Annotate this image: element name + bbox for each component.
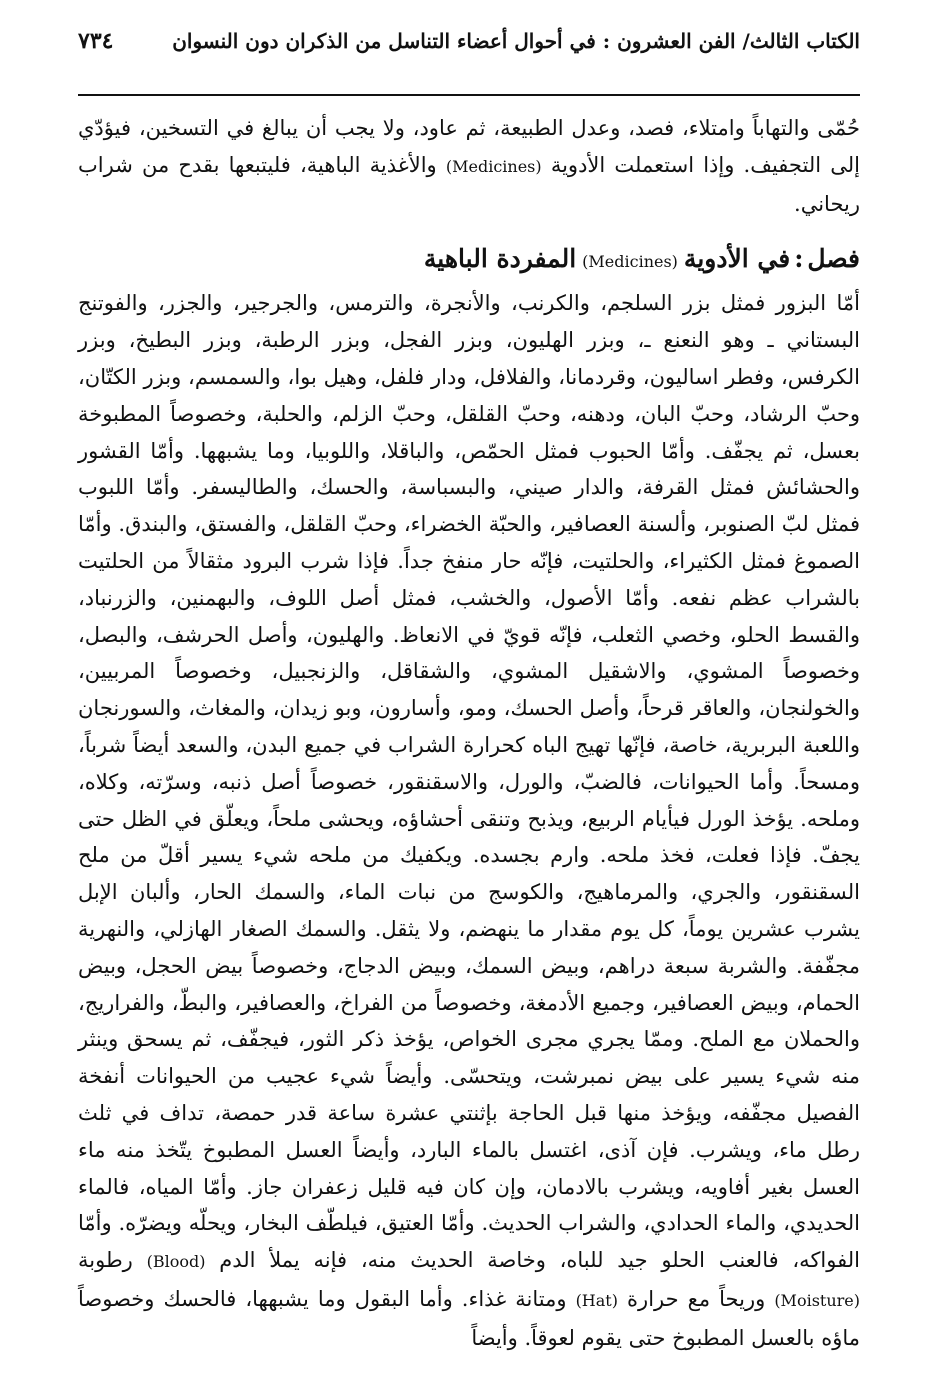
page-body xyxy=(78,110,860,1357)
heading-part-1: في الأدوية xyxy=(683,244,791,274)
intro-text-2: والأغذية الباهية، فليتبعها بقدح من شراب ريحاني. xyxy=(78,152,860,216)
heading-separator: : xyxy=(794,244,804,274)
section-text-2: رطوبة xyxy=(78,1248,133,1273)
heading-prefix: فصل xyxy=(807,244,860,274)
section-heading xyxy=(78,238,860,283)
running-title: الكتاب الثالث/ الفن العشرون : في أحوال أعضاء التناسل من الذكران دون النسوان xyxy=(172,29,860,53)
latin-hat: (Hat) xyxy=(575,1290,618,1310)
section-paragraph xyxy=(78,285,860,1356)
intro-text-1: حُمّى والتهاباً وامتلاء، فصد، وعدل الطبيعة، ثم عاود، ولا يجب أن يبالغ في التسخين، فيؤدّي إلى التجفيف. وإذا استعملت الأدوية xyxy=(78,116,860,177)
page-number: ٧٣٤ xyxy=(78,28,114,54)
latin-blood: (Blood) xyxy=(146,1252,206,1272)
header-rule xyxy=(78,94,860,96)
section-text-1: أمّا البزور فمثل بزر السلجم، والكرنب، والأنجرة، والترمس، والجرجير، والجزر، والفوتنج البستاني ـ وهو النعنع ـ، وبزر الهليون، وبزر الفجل، وبزر الرطبة، وبزر البطيخ، وبزر الكرفس، وفطر اساليون، وقردمانا، والفلافل، ودار فلفل، وهيل بوا، والسمسم، وبزر الكتّان، وحبّ الرشاد، وحبّ البان، ودهنه، وحبّ القلقل، وحبّ الزلم، والحلبة، وخصوصاً المطبوخة بعسل، ثم يجفّف. وأمّا الحبوب فمثل الحمّص، والباقلا، واللوبيا، وما يشبهها. وأمّا القشور والحشائش فمثل القرفة، والدار صيني، والبسباسة، والحسك، والطاليسفر. وأمّا اللبوب فمثل لبّ الصنوبر، وألسنة العصافير، والحبّة الخضراء، وحبّ القلقل، والفستق، والبندق. وأمّا الصموغ فمثل الكثيراء، والحلتيت، فإنّه حار منفخ جداً. فإذا شرب البرود مثقالاً من الحلتيت بالشراب عظم نفعه. وأمّا الأصول، والخشب، فمثل أصل اللوف، والبهمنين، والزرنباد، والقسط الحلو، وخصي الثعلب، فإنّه قويّ في الانعاظ. والهليون، وأصل الحرشف، والبصل، وخصوصاً المشوي، والاشقيل المشوي، والشقاقل، والزنجبيل، وخصوصاً المربيين، والخولنجان، والعاقر قرحاً، وأصل الحسك، ومو، وأسارون، وبو زيدان، والمغاث، والسورنجان واللعبة البربرية، خاصة، فإنّها تهيج الباه كحرارة الشراب في جميع البدن، والسعد أيضاً شرباً، ومسحاً. وأما الحيوانات، فالضبّ، والورل، والاسقنقور، خصوصاً أصل ذنبه، وسرّته، وكلاه، وملحه. يؤخذ الورل فيأيام الربيع، ويذبح وتنقى أحشاؤه، ويحشى ملحاً، ويعلّق في الظل حتى يجفّ. فإذا فعلت، فخذ ملحه. وارم بجسده. ويكفيك من ملحه شيء يسير أقلّ من ملح السقنقور، والجري، والمرماهيج، والكوسج من نبات الماء، والسمك الحار، وألبان الإبل يشرب عشرين يوماً، كل يوم مقدار ما ينهضم، ولا يثقل. والسمك الصغار الهازلي، والنهرية مجفّفة. والشربة سبعة دراهم، وبيض السمك، وبيض الدجاج، وخصوصاً بيض الحجل، وبيض الحمام، وبيض العصافير، وجميع الأدمغة، وخصوصاً من الفراخ، والعصافير، والبطّ، والفراريج، والحملان مع الملح. وممّا يجري مجرى الخواص، يؤخذ ذكر الثور، فيجفّف، ثم يسحق وينثر منه شيء يسير على بيض نمبرشت، ويتحسّى. وأيضاً شيء عجيب من الحيوانات أنفخة الفصيل مجفّفه، ويؤخذ منها قبل الحاجة بإثنتي عشرة ساعة قدر حمصة، تداف في ثلث رطل ماء، ويشرب. فإن آذى، اغتسل بالماء البارد، وأيضاً العسل المطبوخ يتّخذ منه ماء العسل بغير أفاويه، ويشرب بالادمان، وإن كان فيه قليل زعفران جاز. وأمّا المياه، فالماء الحديدي، والماء الحدادي، والشراب الحديث. وأمّا العتيق، فيلطّف البخار، ويحلّه ويضرّه. وأمّا الفواكه، فالعنب الحلو جيد للباه، وخاصة الحديث منه، فإنه يملأ الدم xyxy=(78,291,861,1273)
heading-part-2: المفردة الباهية xyxy=(423,244,577,274)
heading-latin-medicines: (Medicines) xyxy=(582,252,678,272)
section-text-3: وريحاً مع حرارة xyxy=(627,1286,766,1311)
intro-paragraph xyxy=(78,110,860,222)
running-header xyxy=(78,28,860,76)
latin-moisture: (Moisture) xyxy=(774,1290,860,1310)
intro-latin-medicines: (Medicines) xyxy=(445,156,542,176)
section-text-4: ومتانة غذاء. وأما البقول وما يشبهها، فالحسك وخصوصاً ماؤه بالعسل المطبوخ حتى يقوم لعوقاً. وأيضاً xyxy=(78,1286,860,1350)
